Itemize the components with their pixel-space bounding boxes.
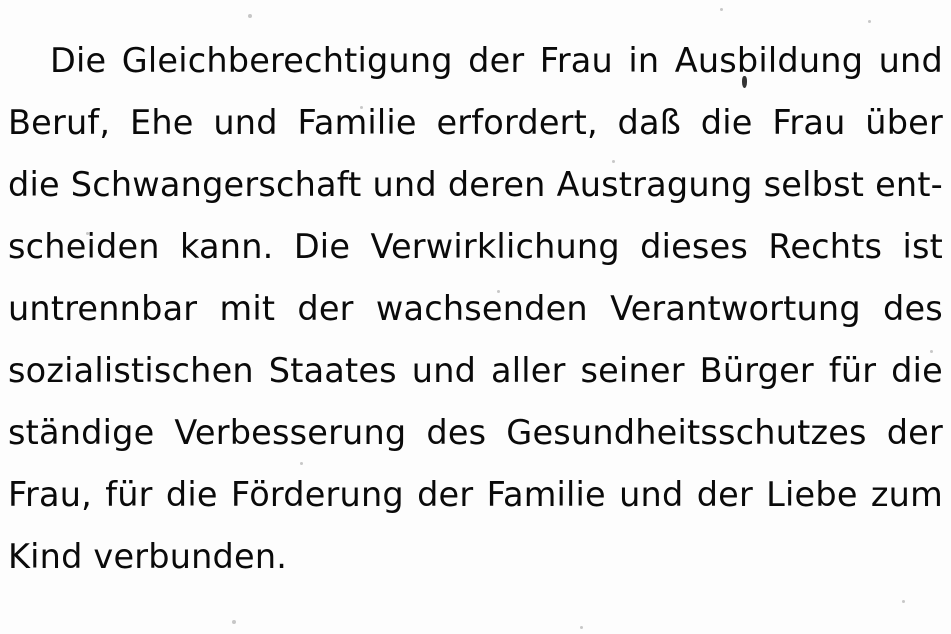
word: und — [372, 165, 437, 204]
word: Frau, — [8, 475, 93, 514]
word: Verantwortung — [610, 289, 861, 328]
word: Familie — [297, 103, 417, 142]
word: die — [165, 475, 218, 514]
word: aller — [491, 351, 566, 390]
word: Frau — [772, 103, 846, 142]
word: Schwangerschaft — [70, 165, 362, 204]
word: Gleichberechtigung — [121, 41, 453, 80]
word: Verwirklichung — [370, 227, 620, 266]
word: scheiden — [8, 227, 160, 266]
word: erfordert, — [436, 103, 598, 142]
word: der — [696, 475, 753, 514]
word: für — [105, 475, 153, 514]
word: kann. — [180, 227, 274, 266]
word: über — [865, 103, 943, 142]
word: ständige — [8, 413, 155, 452]
word: die — [700, 103, 753, 142]
word: Beruf, — [8, 103, 111, 142]
document-body — [0, 30, 951, 588]
word: der — [886, 413, 943, 452]
scan-speck — [248, 14, 252, 18]
word: der — [297, 289, 354, 328]
word: deren — [447, 165, 546, 204]
word: Gesundheitsschutzes — [506, 413, 867, 452]
scan-speck — [902, 600, 905, 603]
word: Die — [50, 41, 107, 80]
word: und — [213, 103, 278, 142]
word: untrennbar — [8, 289, 198, 328]
word: und — [411, 351, 477, 390]
word: Austragung — [556, 165, 753, 204]
word: daß — [617, 103, 682, 142]
text-line — [8, 154, 943, 216]
word: Bürger — [699, 351, 814, 390]
word: sozialistischen — [8, 351, 254, 390]
word: seiner — [580, 351, 685, 390]
word: wachsenden — [375, 289, 588, 328]
word: Rechts — [768, 227, 883, 266]
scan-speck — [868, 20, 871, 23]
text-line — [8, 278, 943, 340]
word: Ausbildung — [674, 41, 864, 80]
word: ist — [902, 227, 943, 266]
word: Familie — [486, 475, 606, 514]
word: Die — [293, 227, 351, 266]
scan-speck — [232, 620, 236, 624]
word: die — [8, 165, 60, 204]
text-line — [8, 30, 943, 92]
word: Liebe — [766, 475, 858, 514]
word: dieses — [640, 227, 749, 266]
word: Verbesserung — [174, 413, 407, 452]
text-line — [8, 92, 943, 154]
scan-speck — [720, 8, 723, 11]
text-line: Kind verbunden. — [8, 537, 288, 576]
word: in — [628, 41, 660, 80]
word: des — [426, 413, 487, 452]
word: der — [468, 41, 525, 80]
word: und — [878, 41, 943, 80]
word: Staates — [268, 351, 397, 390]
word: mit — [219, 289, 276, 328]
scan-speck — [580, 626, 583, 629]
word: Ehe — [130, 103, 194, 142]
word: zum — [870, 475, 943, 514]
text-line — [8, 216, 943, 278]
word: selbst — [763, 165, 865, 204]
text-line — [8, 340, 943, 402]
text-line — [8, 402, 943, 464]
word: für — [828, 351, 877, 390]
word: Frau — [539, 41, 613, 80]
word: der — [417, 475, 474, 514]
word: des — [883, 289, 943, 328]
text-line — [8, 464, 943, 526]
word: die — [891, 351, 943, 390]
word: ent- — [875, 165, 943, 204]
word: Förderung — [230, 475, 404, 514]
word: und — [619, 475, 684, 514]
